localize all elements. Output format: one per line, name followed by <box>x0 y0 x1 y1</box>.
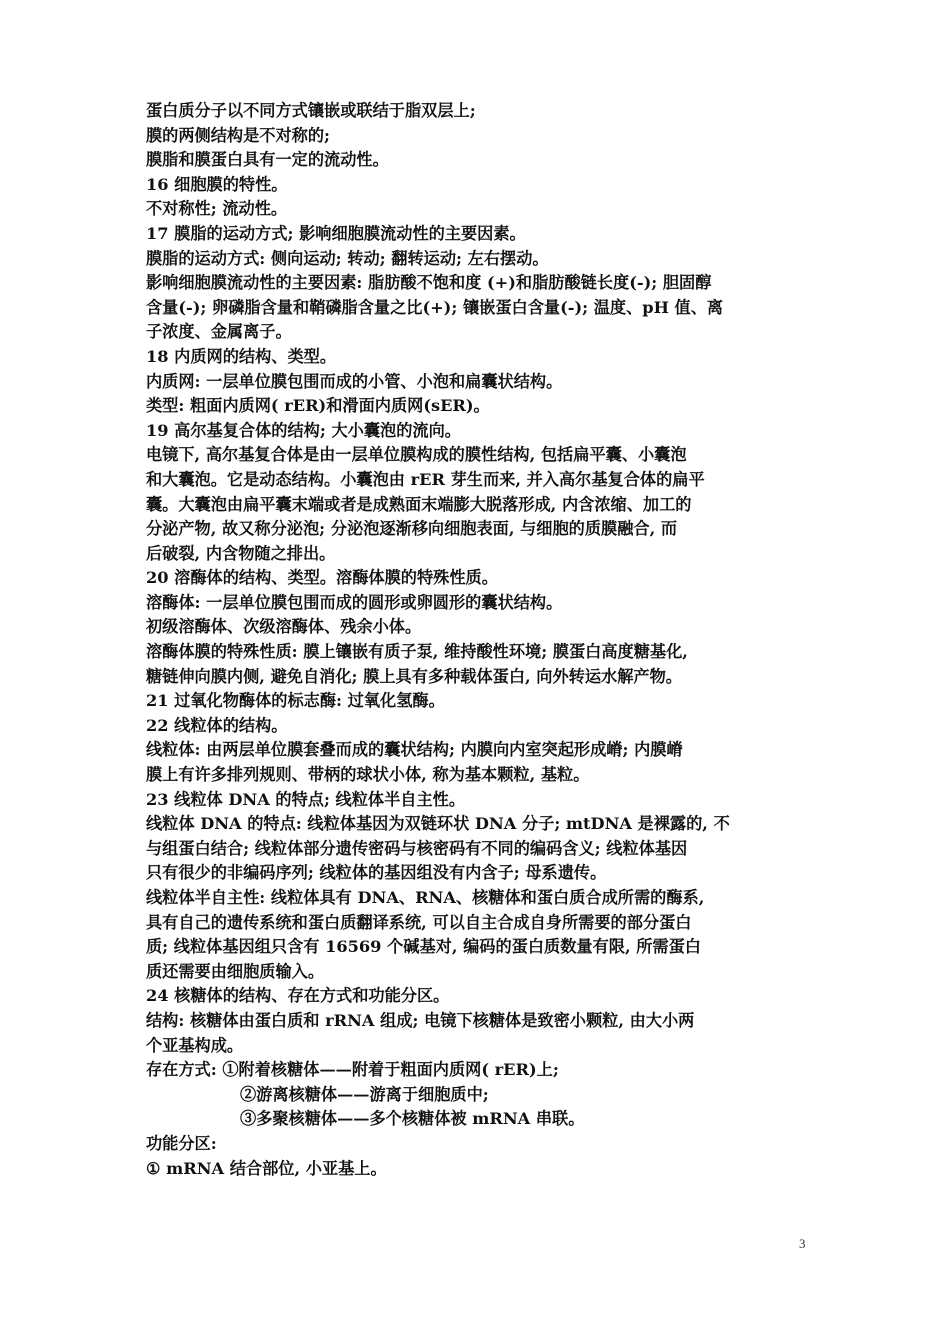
text-line: 内质网: 一层单位膜包围而成的小管、小泡和扁囊状结构。 <box>146 371 563 391</box>
text-line: 电镜下, 高尔基复合体是由一层单位膜构成的膜性结构, 包括扁平囊、小囊泡 <box>146 445 687 465</box>
section-heading-18: 18 内质网的结构、类型。 <box>146 346 337 366</box>
text-line: 线粒体 DNA 的特点: 线粒体基因为双链环状 DNA 分子; mtDNA 是裸露的, 不 <box>146 814 730 834</box>
section-heading-20: 20 溶酶体的结构、类型。溶酶体膜的特殊性质。 <box>146 568 498 588</box>
text-line: 膜脂的运动方式: 侧向运动; 转动; 翻转运动; 左右摆动。 <box>146 248 549 268</box>
text-line: 溶酶体: 一层单位膜包围而成的圆形或卵圆形的囊状结构。 <box>146 592 563 612</box>
list-item: ③多聚核糖体——多个核糖体被 mRNA 串联。 <box>240 1109 585 1129</box>
text-line: 膜脂和膜蛋白具有一定的流动性。 <box>146 150 389 170</box>
text-line: 子浓度、金属离子。 <box>146 322 292 342</box>
text-line: 不对称性; 流动性。 <box>146 199 288 219</box>
text-line: 个亚基构成。 <box>146 1035 244 1055</box>
text-line: 结构: 核糖体由蛋白质和 rRNA 组成; 电镜下核糖体是致密小颗粒, 由大小两 <box>146 1010 695 1030</box>
text-line: 含量(-); 卵磷脂含量和鞘磷脂含量之比(+); 镶嵌蛋白含量(-); 温度、pH 值、离 <box>146 297 724 317</box>
text-line: 质还需要由细胞质输入。 <box>146 961 325 981</box>
section-heading-17: 17 膜脂的运动方式; 影响细胞膜流动性的主要因素。 <box>146 223 526 243</box>
text-line: 类型: 粗面内质网( rER)和滑面内质网(sER)。 <box>146 396 490 416</box>
text-line: 蛋白质分子以不同方式镶嵌或联结于脂双层上; <box>146 101 476 120</box>
text-line: 线粒体半自主性: 线粒体具有 DNA、RNA、核糖体和蛋白质合成所需的酶系, <box>146 888 705 907</box>
text-line: 质; 线粒体基因组只含有 16569 个碱基对, 编码的蛋白质数量有限, 所需蛋白 <box>146 937 701 957</box>
document-body <box>146 99 808 1181</box>
text-line: 具有自己的遗传系统和蛋白质翻译系统, 可以自主合成自身所需要的部分蛋白 <box>146 912 692 932</box>
section-heading-16: 16 细胞膜的特性。 <box>146 174 288 194</box>
text-line: 只有很少的非编码序列; 线粒体的基因组没有内含子; 母系遗传。 <box>146 863 607 883</box>
page-number: 3 <box>799 1236 806 1251</box>
text-line: 糖链伸向膜内侧, 避免自消化; 膜上具有多种载体蛋白, 向外转运水解产物。 <box>146 666 682 686</box>
text-line: 囊。大囊泡由扁平囊末端或者是成熟面末端膨大脱落形成, 内含浓缩、加工的 <box>146 494 692 514</box>
text-line: 线粒体: 由两层单位膜套叠而成的囊状结构; 内膜向内室突起形成嵴; 内膜嵴 <box>146 740 683 760</box>
section-heading-24: 24 核糖体的结构、存在方式和功能分区。 <box>146 986 450 1006</box>
text-line: 与组蛋白结合; 线粒体部分遗传密码与核密码有不同的编码含义; 线粒体基因 <box>146 838 688 858</box>
text-line: 膜的两侧结构是不对称的; <box>146 125 331 145</box>
text-line: 膜上有许多排列规则、带柄的球状小体, 称为基本颗粒, 基粒。 <box>146 765 590 785</box>
text-line: 后破裂, 内含物随之排出。 <box>146 543 336 563</box>
list-item: ②游离核糖体——游离于细胞质中; <box>240 1084 489 1104</box>
text-line: 溶酶体膜的特殊性质: 膜上镶嵌有质子泵, 维持酸性环境; 膜蛋白高度糖基化, <box>146 642 688 662</box>
section-heading-19: 19 高尔基复合体的结构; 大小囊泡的流向。 <box>146 420 461 440</box>
list-item: 存在方式: ①附着核糖体——附着于粗面内质网( rER)上; <box>146 1060 559 1080</box>
section-heading-23: 23 线粒体 DNA 的特点; 线粒体半自主性。 <box>146 789 466 809</box>
section-heading-22: 22 线粒体的结构。 <box>146 715 288 735</box>
text-line: 分泌产物, 故又称分泌泡; 分泌泡逐渐移向细胞表面, 与细胞的质膜融合, 而 <box>146 519 678 539</box>
section-heading-21: 21 过氧化物酶体的标志酶: 过氧化氢酶。 <box>146 691 445 711</box>
text-line: 和大囊泡。它是动态结构。小囊泡由 rER 芽生而来, 并入高尔基复合体的扁平 <box>146 469 705 489</box>
list-item: ① mRNA 结合部位, 小亚基上。 <box>146 1158 387 1178</box>
text-line: 影响细胞膜流动性的主要因素: 脂肪酸不饱和度 (+)和脂肪酸链长度(-); 胆固醇 <box>146 273 712 293</box>
text-line: 初级溶酶体、次级溶酶体、残余小体。 <box>146 617 422 637</box>
text-line: 功能分区: <box>146 1133 217 1153</box>
